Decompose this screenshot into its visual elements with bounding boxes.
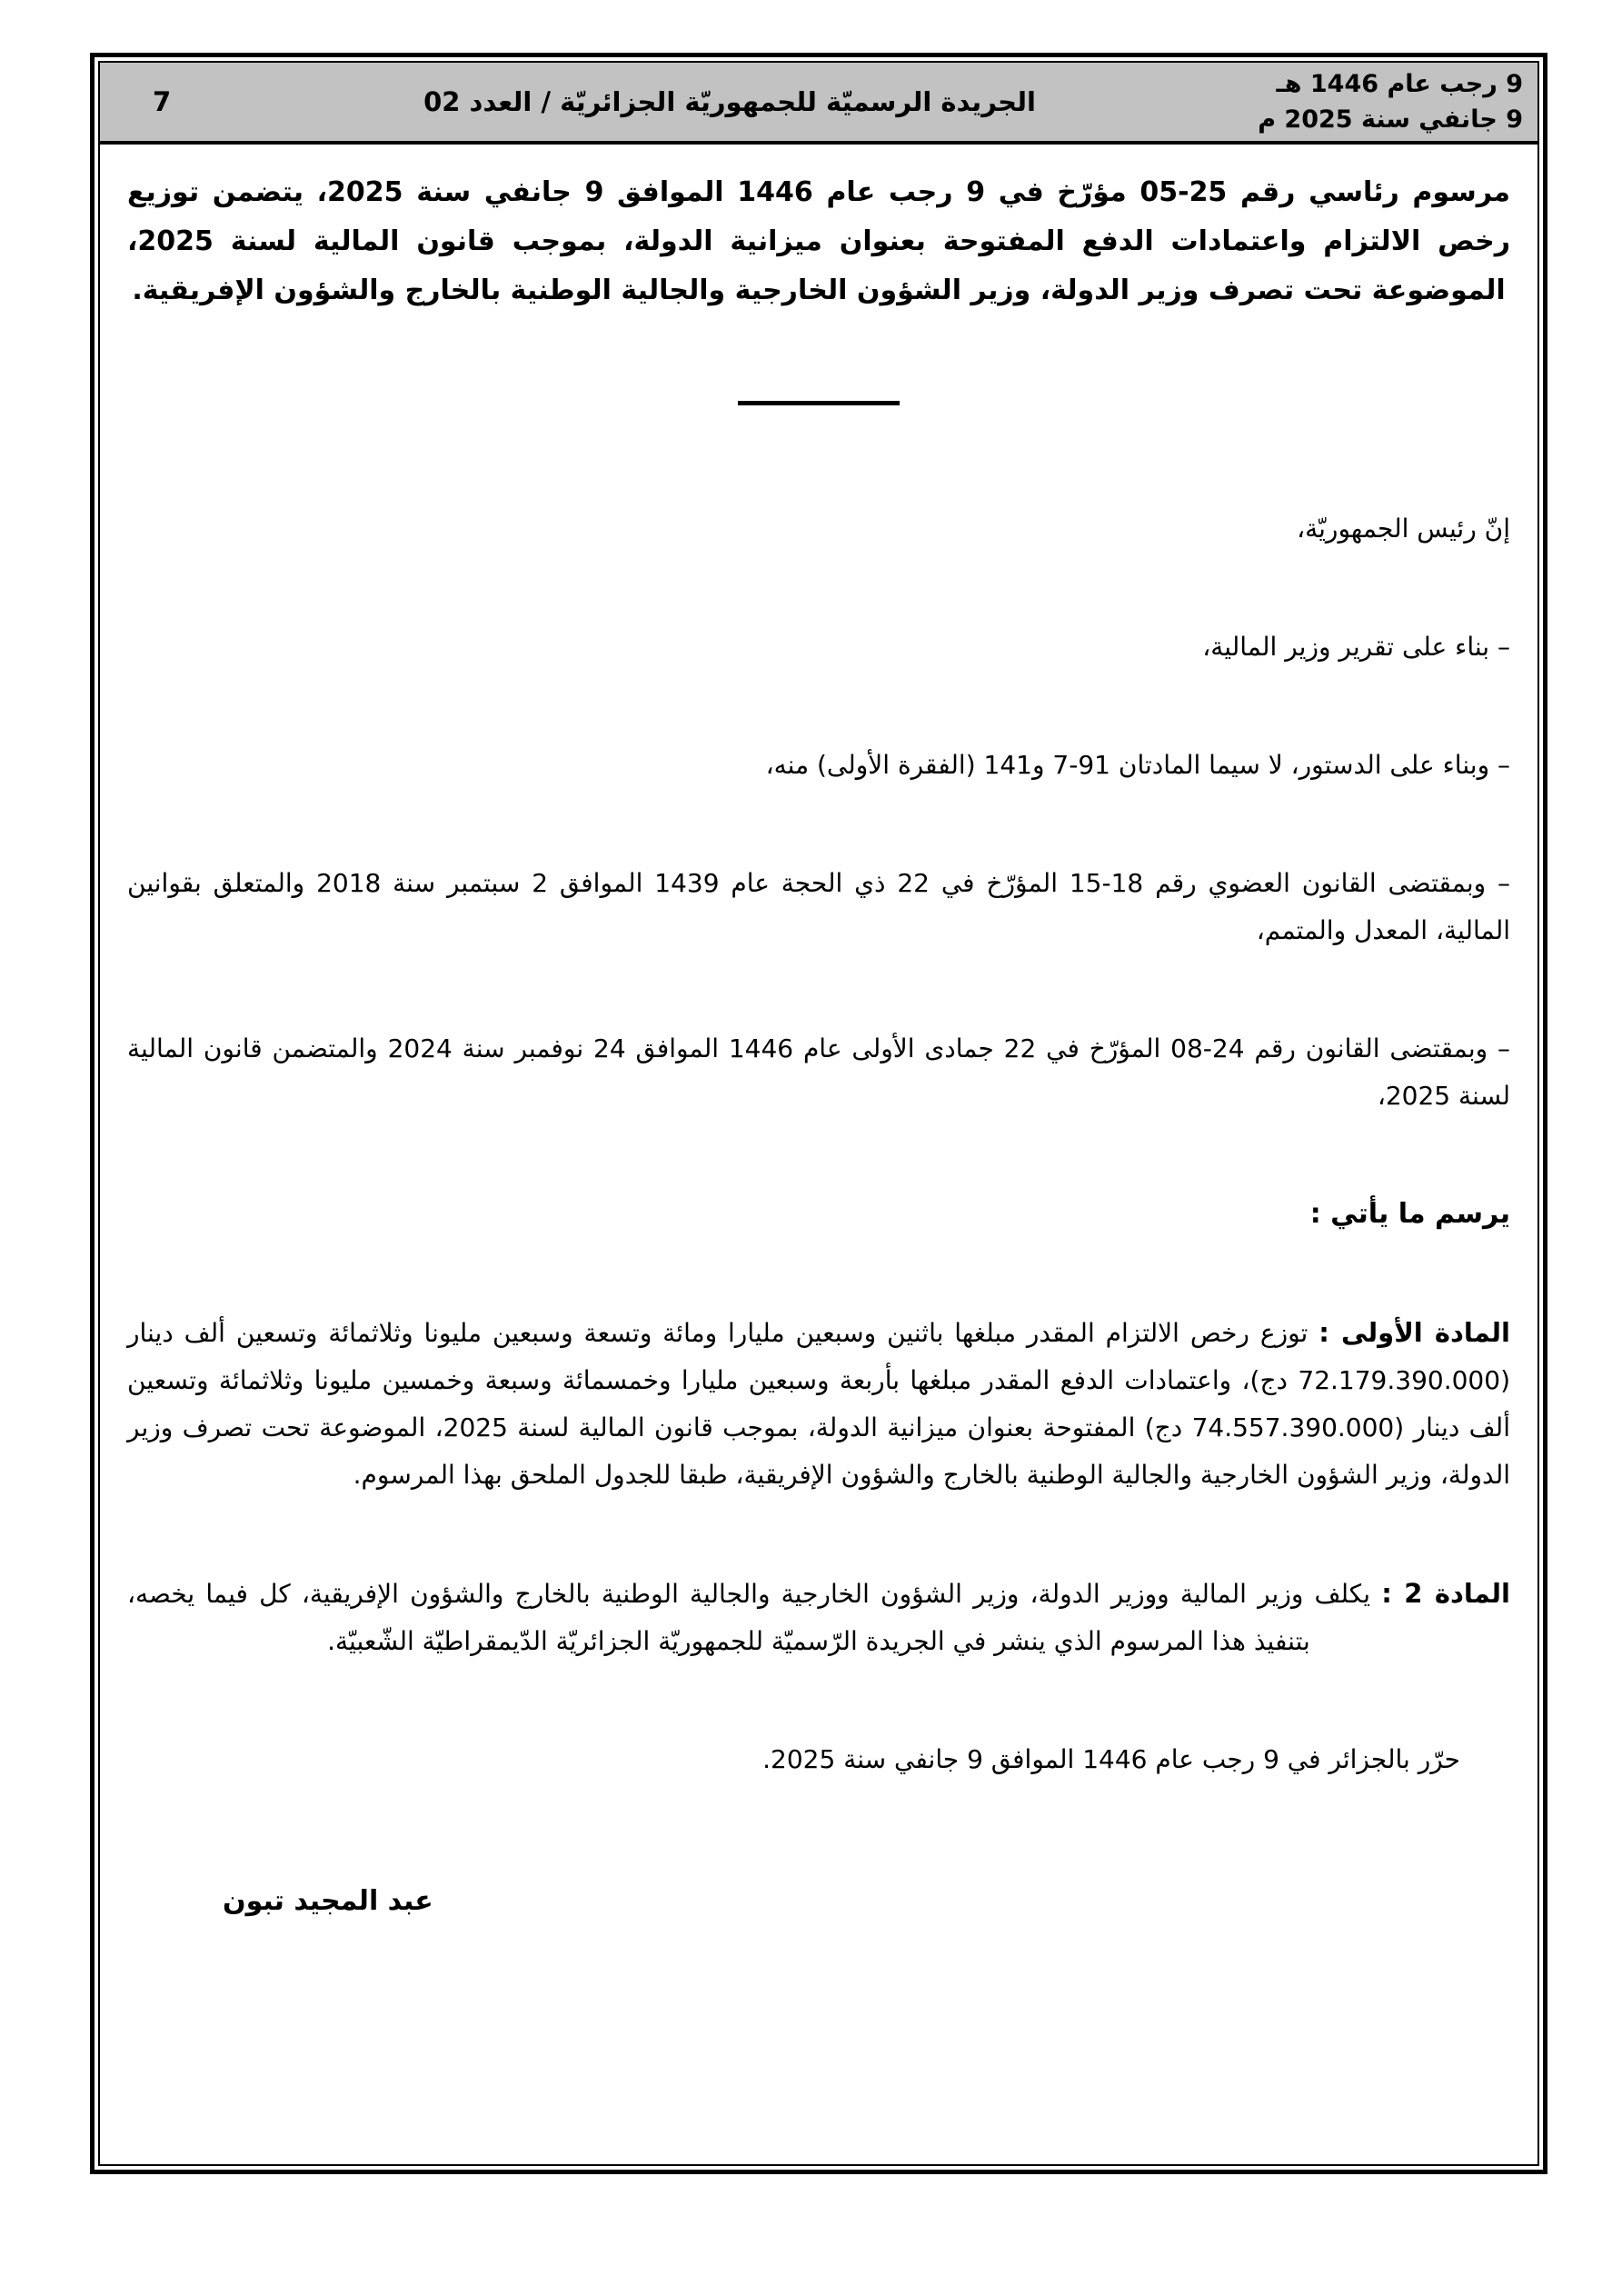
separator-line [738,401,900,405]
decree-heading: مرسوم رئاسي رقم 25-05 مؤرّخ في 9 رجب عام 1446 الموافق 9 جانفي سنة 2025، يتضمن توزيع رخص الالتزام واعتمادات الدفع المفتوحة بعنوان ميزانية الدولة، بموجب قانون المالية لسنة 2025، الموضوعة تحت تصرف وزير الدولة، وزير الشؤون الخارجية والجالية الوطنية بالخارج والشؤون الإفريقية. [127,176,1510,306]
header-bar [100,63,1537,145]
header-dates [1132,66,1523,137]
article-1-text: توزع رخص الالتزام المقدر مبلغها باثنين وسبعين مليارا ومائة وتسعة وسبعين مليونا وثلاثمائة وتسعين ألف دينار (72.179.390.000 دج)، واعتمادات الدفع المقدر مبلغها بأربعة وسبعين مليارا وخمسمائة وسبعة وخمسين مليونا وثلاثمائة وتسعين ألف دينار (74.557.390.000 دج) المفتوحة بعنوان ميزانية الدولة، بموجب قانون المالية لسنة 2025، الموضوعة تحت تصرف وزير الدولة، وزير الشؤون الخارجية والجالية الوطنية بالخارج والشؤون الإفريقية، طبقا للجدول الملحق بهذا المرسوم. [127,1318,1510,1490]
recital-finance-law: – وبمقتضى القانون رقم 24-08 المؤرّخ في 22 جمادى الأولى عام 1446 الموافق 24 نوفمبر سنة 2024 والمتضمن قانون المالية لسنة 2025، [127,1033,1511,1111]
recital-organic-law: – وبمقتضى القانون العضوي رقم 18-15 المؤرّخ في 22 ذي الحجة عام 1439 الموافق 2 سبتمبر سنة 2018 والمتعلق بقوانين المالية، المعدل والمتمم، [127,868,1511,945]
page-frame-inner [98,61,1539,2166]
header-title: الجريدة الرسميّة للجمهوريّة الجزائريّة / العدد 02 [423,86,1036,117]
preamble: إنّ رئيس الجمهوريّة، [1297,514,1510,544]
recital-constitution: – وبناء على الدستور، لا سيما المادتان 91-7 و141 (الفقرة الأولى) منه، [765,750,1510,780]
article-1 [127,1309,1510,1499]
article-2 [127,1570,1510,1665]
signatory-name: عبد المجيد تبون [223,1885,433,1917]
content-area [100,145,1537,1925]
dateline: حرّر بالجزائر في 9 رجب عام 1446 الموافق 9 جانفي سنة 2025. [762,1744,1460,1774]
header-date-gregorian: 9 جانفي سنة 2025 م [1258,105,1523,134]
recital-report: – بناء على تقرير وزير المالية، [1202,632,1510,662]
article-1-label: المادة الأولى : [1318,1317,1510,1348]
header-date-hijri: 9 رجب عام 1446 هـ [1276,70,1523,98]
article-2-label: المادة 2 : [1381,1578,1510,1609]
page-number: 7 [153,86,172,117]
article-2-text: يكلف وزير المالية ووزير الدولة، وزير الشؤون الخارجية والجالية الوطنية بالخارج والشؤون الإفريقية، كل فيما يخصه، بتنفيذ هذا المرسوم الذي ينشر في الجريدة الرّسميّة للجمهوريّة الجزائريّة الدّيمقراطيّة الشّعبيّة. [127,1579,1371,1656]
page-frame [90,53,1547,2174]
decree-clause: يرسم ما يأتي : [1309,1198,1510,1230]
